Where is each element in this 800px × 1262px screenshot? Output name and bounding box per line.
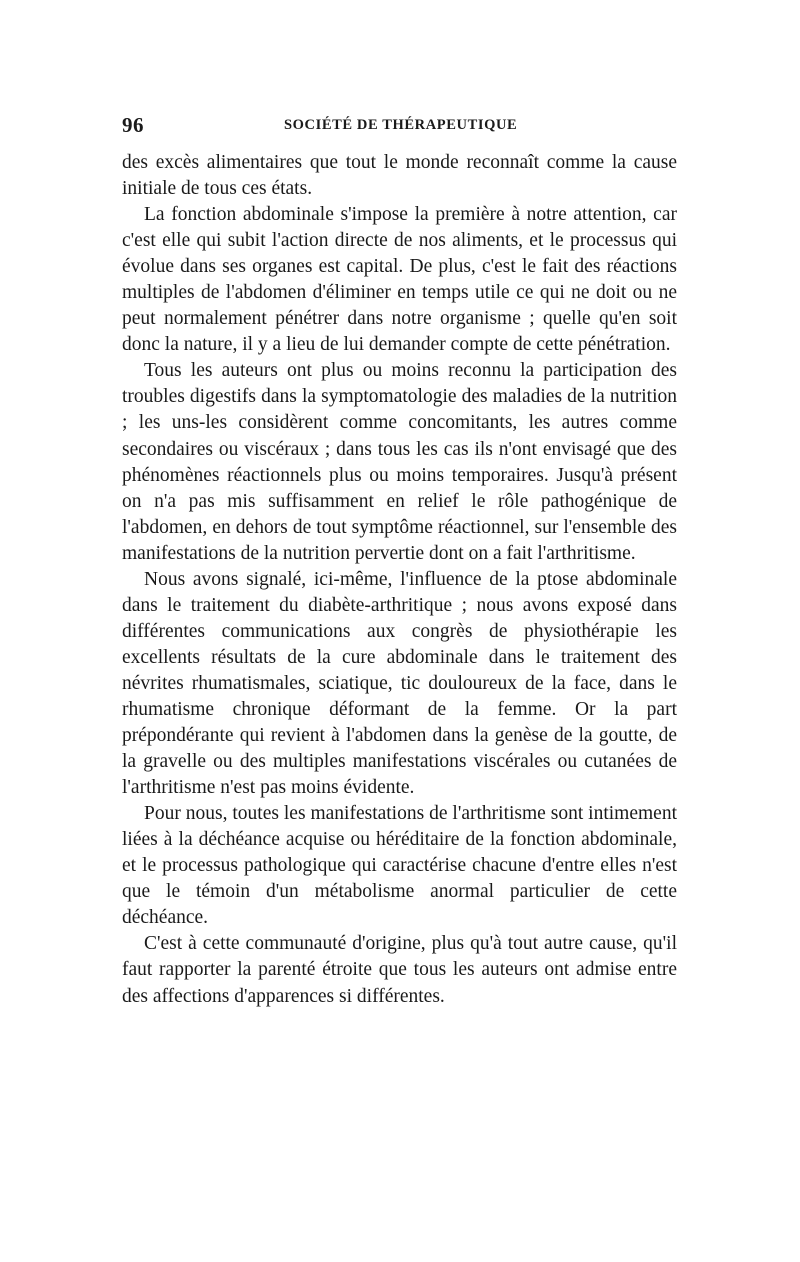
running-title: SOCIÉTÉ DE THÉRAPEUTIQUE [284, 117, 518, 133]
paragraph-abdominal-ptosis: Nous avons signalé, ici-même, l'influence de la ptose abdominale dans le traitement du diabète-arthritique ; nous avons exposé dans différentes communications aux congrès de physiothérapie les excellents résultats de la cure abdominale dans le traitement des névrites rhumatismales, sciatique, tic douloureux de la face, dans le rhumatisme chronique déformant de la femme. Or la part prépondérante qui revient à l'abdomen dans la genèse de la goutte, de la gravelle ou des multiples manifestations viscérales ou cutanées de l'arthritisme n'est pas moins évidente. [122, 568, 677, 799]
paragraph-arthritism-manifestations: Pour nous, toutes les manifestations de l'arthritisme sont intimement liées à la déchéance acquise ou héréditaire de la fonction abdominale, et le processus pathologique qui caractérise chacune d'entre elles n'est que le témoin d'un métabolisme anormal particulier de cette déchéance. [122, 803, 677, 929]
body-text [122, 150, 677, 1010]
paragraph-abdominal-function: La fonction abdominale s'impose la première à notre attention, car c'est elle qui subit l'action directe de nos aliments, et le processus qui évolue dans ses organes est capital. De plus, c'est le fait des réactions multiples de l'abdomen d'éliminer en temps utile ce qui ne doit ou ne peut normalement pénétrer dans notre organisme ; quelle qu'en soit donc la nature, il y a lieu de lui demander compte de cette pénétration. [122, 204, 677, 356]
paragraph-common-origin: C'est à cette communauté d'origine, plus qu'à tout autre cause, qu'il faut rapporter la parenté étroite que tous les auteurs ont admise entre des affections d'apparences si différentes. [122, 933, 677, 1007]
page-header [122, 113, 678, 137]
page-number: 96 [122, 113, 144, 137]
paragraph-continuation: des excès alimentaires que tout le monde reconnaît comme la cause initiale de tous ces états. [122, 152, 677, 200]
paragraph-digestive-troubles: Tous les auteurs ont plus ou moins reconnu la participation des troubles digestifs dans la symptomatologie des maladies de la nutrition ; les uns-les considèrent comme concomitants, les autres comme secondaires ou viscéraux ; dans tous les cas ils n'ont envisagé que des phénomènes réactionnels plus ou moins temporaires. Jusqu'à présent on n'a pas mis suffisamment en relief le rôle pathogénique de l'abdomen, en dehors de tout symptôme réactionnel, sur l'ensemble des manifestations de la nutrition pervertie dont on a fait l'arthritisme. [122, 360, 677, 564]
